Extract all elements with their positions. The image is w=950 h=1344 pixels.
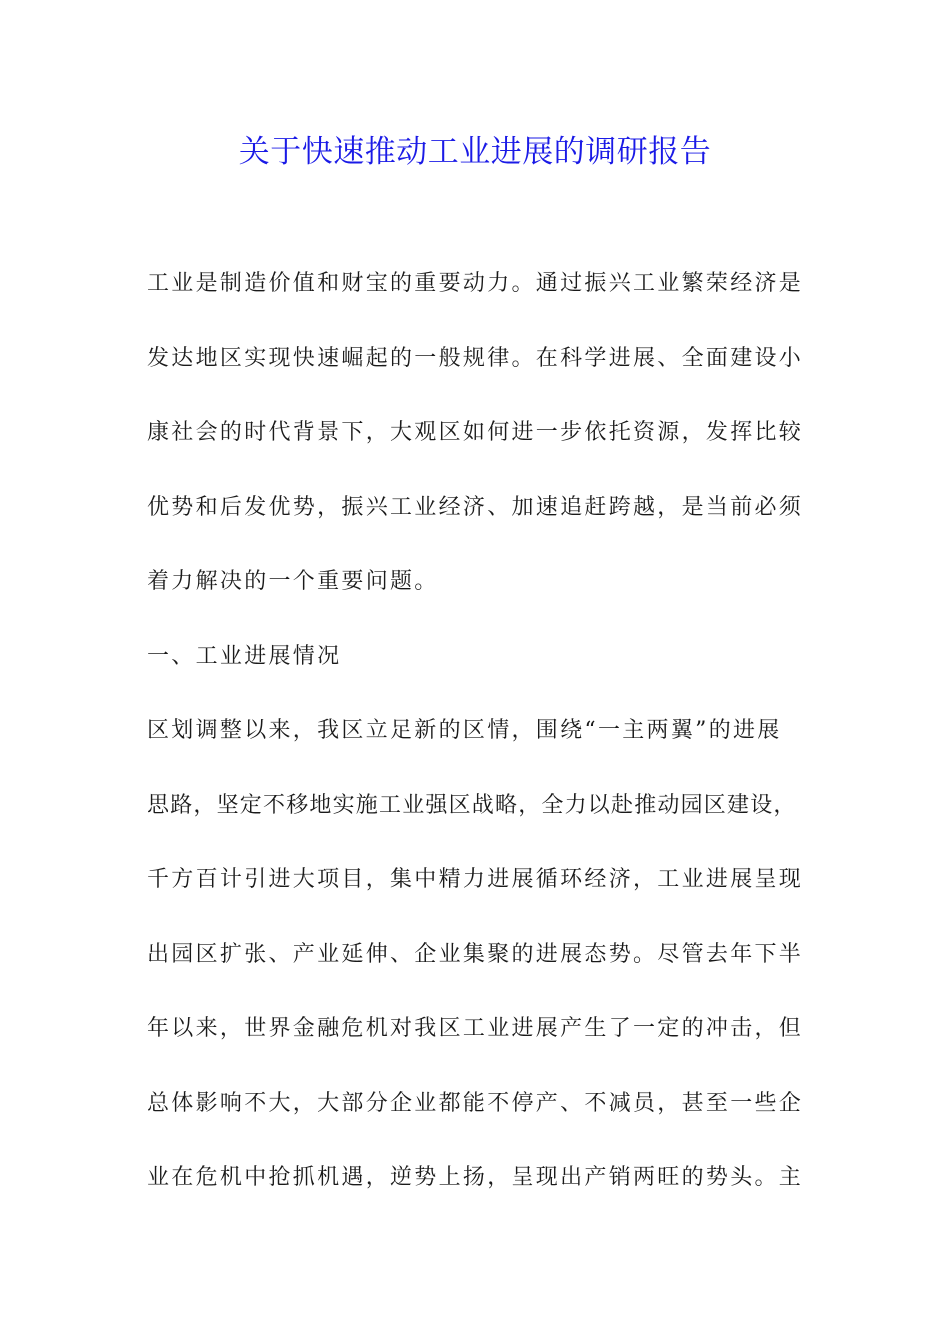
section-heading: 一、工业进展情况 [147,643,342,669]
paragraph-line: 总体影响不大，大部分企业都能不停产、不减员，甚至一些企 [147,1090,804,1116]
paragraph-line: 发达地区实现快速崛起的一般规律。在科学进展、全面建设小 [147,345,804,371]
document-title: 关于快速推动工业进展的调研报告 [238,134,712,170]
paragraph-line: 优势和后发优势，振兴工业经济、加速追赶跨越，是当前必须 [147,494,804,520]
paragraph-line: 工业是制造价值和财宝的重要动力。通过振兴工业繁荣经济是 [147,271,804,296]
paragraph-line: 出园区扩张、产业延伸、企业集聚的进展态势。尽管去年下半 [147,941,804,967]
paragraph-line: 业在危机中抢抓机遇，逆势上扬，呈现出产销两旺的势头。主 [147,1165,804,1190]
document-body [147,264,807,1233]
paragraph-line: 区划调整以来，我区立足新的区情，围绕“一主两翼”的进展 [147,718,782,743]
paragraph-line: 思路，坚定不移地实施工业强区战略，全力以赴推动园区建设， [147,792,797,818]
paragraph-line: 年以来，世界金融危机对我区工业进展产生了一定的冲击，但 [147,1016,804,1041]
paragraph-line: 着力解决的一个重要问题。 [147,569,439,594]
paragraph-line: 千方百计引进大项目，集中精力进展循环经济，工业进展呈现 [147,867,804,892]
paragraph-line: 康社会的时代背景下，大观区如何进一步依托资源，发挥比较 [147,420,804,445]
